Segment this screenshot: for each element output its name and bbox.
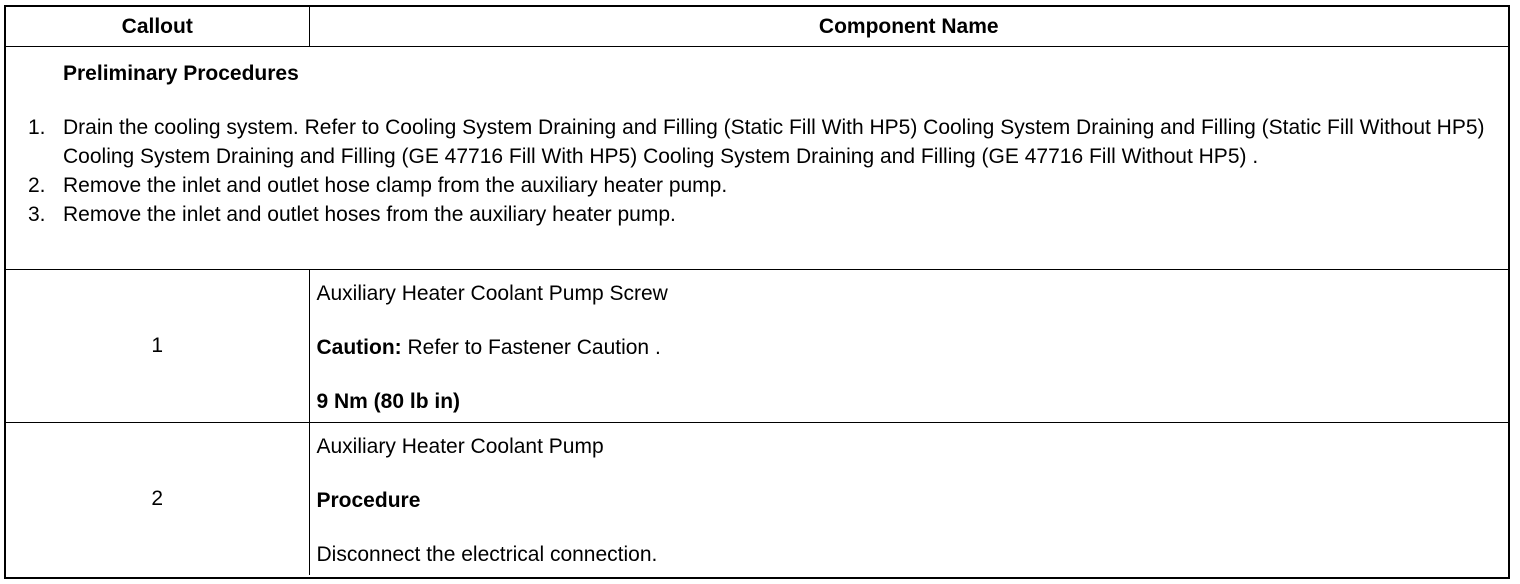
torque-spec: 9 Nm (80 lb in) (316, 390, 461, 413)
component-cell (309, 423, 1508, 576)
component-name: Auxiliary Heater Coolant Pump Screw (316, 282, 668, 305)
procedure-text: Disconnect the electrical connection. (316, 543, 658, 566)
callout-cell: 2 (6, 423, 309, 576)
table-row (6, 423, 1508, 576)
caution-label: Caution: (316, 336, 402, 359)
preliminary-steps (6, 113, 1508, 229)
caution-line (317, 334, 1509, 362)
header-row (6, 7, 1508, 47)
component-table (6, 7, 1508, 575)
step-item (6, 200, 1508, 229)
step-number: 2. (28, 174, 46, 197)
step-number: 3. (28, 203, 46, 226)
component-name: Auxiliary Heater Coolant Pump (316, 435, 604, 458)
table-row (6, 270, 1508, 423)
preliminary-row (6, 47, 1508, 270)
caution-text: Refer to Fastener Caution . (401, 336, 661, 359)
step-text: Remove the inlet and outlet hose clamp from the auxiliary heater pump. (63, 174, 728, 197)
component-table-frame (4, 5, 1510, 579)
preliminary-cell (6, 47, 1508, 270)
component-cell (309, 270, 1508, 423)
preliminary-title: Preliminary Procedures (63, 62, 299, 85)
step-item (6, 113, 1508, 171)
step-text: Drain the cooling system. Refer to Cooling System Draining and Filling (Static Fill With HP5) Cooling System Draining and Filling (Static Fill Without HP5) Cooling System Draining and Filling (GE 47716 Fill With HP5) Cooling System Draining and Filling (GE 47716 Fill Without HP5) . (63, 116, 1485, 168)
step-text: Remove the inlet and outlet hoses from the auxiliary heater pump. (63, 203, 676, 226)
step-number: 1. (28, 116, 46, 139)
callout-cell: 1 (6, 270, 309, 423)
component-name-header: Component Name (309, 7, 1508, 47)
procedure-label: Procedure (316, 489, 421, 512)
callout-header: Callout (6, 7, 309, 47)
step-item (6, 171, 1508, 200)
